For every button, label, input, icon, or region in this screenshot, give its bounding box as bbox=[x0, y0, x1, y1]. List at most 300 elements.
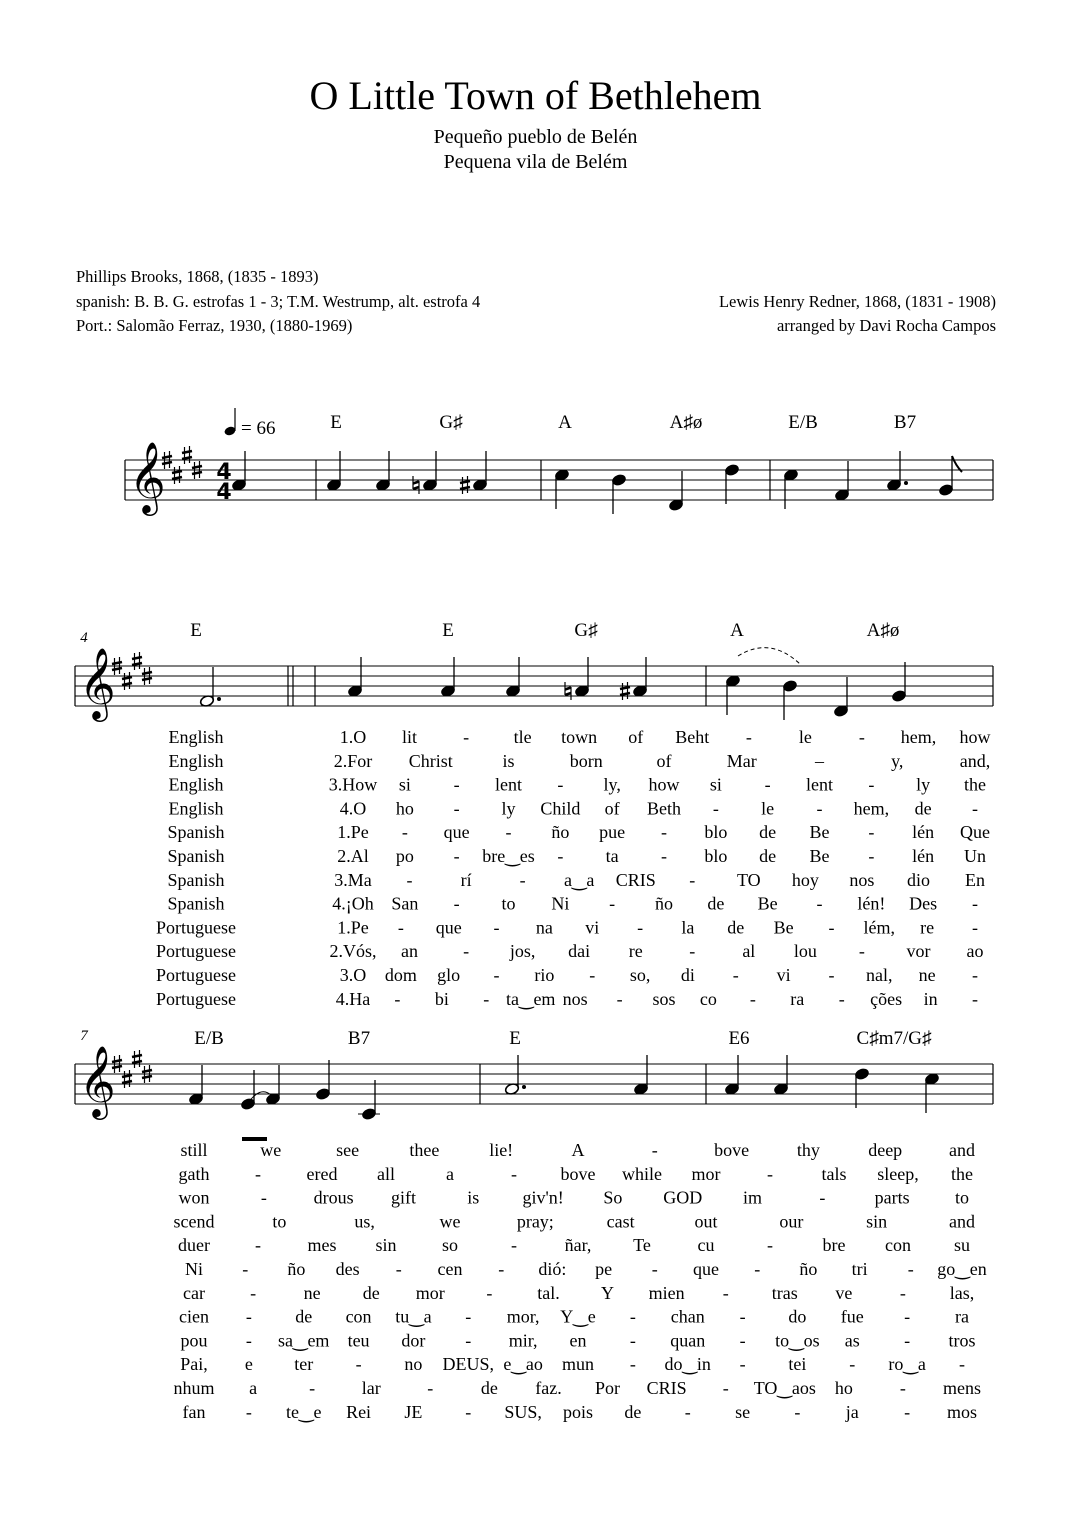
lyric-syllable: ro‿a bbox=[888, 1354, 926, 1375]
lyric-syllable: 4.O bbox=[339, 798, 367, 819]
lyric-syllable: - bbox=[242, 1259, 249, 1279]
time-signature-numerator: 4 bbox=[216, 460, 232, 485]
note bbox=[620, 657, 648, 700]
lyric-syllable: to bbox=[272, 1211, 287, 1232]
lyric-syllable: - bbox=[465, 1330, 472, 1351]
note bbox=[315, 1060, 330, 1101]
lyric-syllable: we bbox=[439, 1211, 461, 1232]
lyric-syllable: - bbox=[816, 798, 823, 819]
lyric-syllable: Te bbox=[633, 1235, 651, 1256]
note bbox=[773, 1055, 788, 1096]
note bbox=[833, 677, 848, 718]
lyric-language-label: English bbox=[168, 750, 224, 771]
lyric-syllable: - bbox=[904, 1330, 911, 1351]
lyric-syllable: lou bbox=[793, 941, 817, 962]
lyric-syllable: vor bbox=[906, 941, 931, 962]
lyric-syllable: to bbox=[501, 893, 516, 914]
lyric-syllable: lén! bbox=[857, 893, 886, 914]
lyric-syllable: cu bbox=[697, 1235, 715, 1256]
lyric-syllable: nal, bbox=[866, 965, 893, 985]
lyric-syllable: 4.Ha bbox=[335, 988, 371, 1009]
lyric-syllable: - bbox=[816, 893, 823, 914]
lyric-syllable: how bbox=[648, 774, 680, 795]
lyric-syllable: Por bbox=[595, 1378, 621, 1398]
lyric-syllable: deep bbox=[868, 1140, 903, 1160]
chord-symbol: E6 bbox=[728, 1028, 750, 1049]
treble-clef-icon: 𝄞 bbox=[79, 1044, 116, 1117]
lyric-syllable: Des bbox=[909, 893, 938, 914]
tempo-value: = 66 bbox=[241, 418, 276, 439]
lyric-syllable: - bbox=[858, 727, 865, 747]
lyric-syllable: so, bbox=[629, 965, 651, 985]
note bbox=[834, 461, 849, 502]
lyric-syllable: con bbox=[885, 1235, 911, 1256]
natural-icon bbox=[565, 682, 571, 700]
lyric-syllable: mens bbox=[943, 1378, 981, 1398]
lyric-syllable: su bbox=[953, 1235, 971, 1256]
key-signature-sharp-icon bbox=[132, 1050, 142, 1068]
lyric-syllable: Y‿e bbox=[560, 1306, 596, 1327]
lyric-syllable: Ni bbox=[551, 893, 570, 914]
lyric-syllable: lie! bbox=[489, 1140, 514, 1160]
lyricist-credit: Phillips Brooks, 1868, (1835 - 1893) bbox=[76, 267, 319, 286]
note bbox=[782, 679, 797, 720]
lyric-syllable: of bbox=[628, 727, 644, 747]
lyric-syllable: 2.Al bbox=[337, 846, 369, 866]
lyric-syllable: - bbox=[739, 1330, 746, 1351]
note bbox=[611, 473, 626, 514]
lyric-syllable: of bbox=[656, 750, 672, 771]
lyric-syllable: ly bbox=[916, 774, 931, 795]
lyric-syllable: in bbox=[923, 988, 938, 1009]
lyric-syllable: - bbox=[689, 941, 696, 962]
note bbox=[504, 1055, 526, 1096]
lyric-syllable: de bbox=[759, 822, 777, 843]
lyric-syllable: out bbox=[694, 1211, 718, 1232]
note bbox=[554, 468, 569, 509]
lyric-syllable: En bbox=[965, 869, 985, 890]
lyric-syllable: - bbox=[486, 1282, 493, 1303]
lyric-syllable: que bbox=[443, 822, 470, 843]
lyric-syllable: - bbox=[245, 1401, 252, 1422]
lyric-syllable: ho bbox=[395, 798, 414, 819]
lyric-syllable: duer bbox=[178, 1235, 210, 1256]
lyric-syllable: - bbox=[401, 822, 408, 843]
lyric-syllable: faz. bbox=[535, 1378, 562, 1398]
subtitle-spanish: Pequeño pueblo de Belén bbox=[433, 126, 638, 148]
lyric-syllable: mor, bbox=[506, 1306, 540, 1327]
lyric-syllable: ered bbox=[306, 1163, 338, 1184]
chord-symbol: A♯ø bbox=[669, 412, 703, 433]
note bbox=[188, 1065, 203, 1106]
lyric-syllable: pray; bbox=[516, 1211, 554, 1232]
lyric-syllable: - bbox=[245, 1330, 252, 1351]
lyric-syllable: - bbox=[637, 917, 644, 938]
lyric-syllable: Beht bbox=[675, 727, 710, 747]
lyric-syllable: Rei bbox=[346, 1401, 372, 1422]
lyric-syllable: mos bbox=[946, 1401, 978, 1422]
lyric-syllable: - bbox=[907, 1259, 914, 1279]
lyric-syllable: - bbox=[616, 988, 623, 1009]
lyric-syllable: - bbox=[868, 774, 875, 795]
lyric-language-label: Spanish bbox=[167, 869, 225, 890]
lyric-syllable: - bbox=[629, 1354, 636, 1375]
lyric-syllable: won bbox=[178, 1187, 210, 1208]
lyric-syllable: our bbox=[779, 1211, 804, 1232]
chord-symbol: C♯m7/G♯ bbox=[856, 1028, 932, 1049]
lyric-syllable: nos bbox=[849, 869, 875, 890]
lyric-syllable: - bbox=[453, 774, 460, 795]
spanish-translation-credit: spanish: B. B. G. estrofas 1 - 3; T.M. Westrump, alt. estrofa 4 bbox=[76, 292, 481, 311]
lyric-syllable: Mar bbox=[726, 750, 757, 771]
chord-symbol: E bbox=[509, 1028, 521, 1049]
lyric-syllable: and bbox=[949, 1211, 975, 1232]
lyric-syllable: Be bbox=[809, 846, 830, 866]
lyric-syllable: tu‿a bbox=[395, 1306, 432, 1327]
lyric-syllable: - bbox=[972, 893, 978, 914]
lyric-syllable: sin bbox=[375, 1235, 397, 1256]
lyric-syllable: 2.Vós, bbox=[329, 941, 377, 962]
lyric-syllable: ve bbox=[835, 1282, 853, 1303]
chord-symbol: B7 bbox=[893, 412, 917, 433]
lyric-syllable: nhum bbox=[173, 1378, 215, 1398]
lyric-syllable: sos bbox=[652, 988, 676, 1009]
lyric-syllable: quan bbox=[670, 1330, 706, 1351]
lyric-syllable: So bbox=[603, 1187, 623, 1208]
lyric-syllable: - bbox=[868, 846, 875, 866]
measure-number: 7 bbox=[80, 1028, 88, 1044]
lyric-syllable: se bbox=[735, 1401, 751, 1422]
lyric-syllable: - bbox=[395, 1259, 402, 1279]
lyric-syllable: ra bbox=[790, 988, 805, 1009]
lyric-syllable: how bbox=[959, 727, 991, 747]
lyric-syllable: 3.O bbox=[339, 965, 367, 985]
lyric-syllable: - bbox=[260, 1187, 267, 1208]
lyric-syllable: - bbox=[589, 965, 596, 985]
lyric-syllable: mor bbox=[415, 1282, 445, 1303]
lyric-syllable: - bbox=[858, 941, 865, 962]
lyric-syllable: ño bbox=[287, 1259, 306, 1279]
lyric-syllable: dom bbox=[384, 965, 417, 985]
lyric-syllable: - bbox=[828, 965, 835, 985]
lyric-syllable: Be bbox=[757, 893, 778, 914]
measure-number: 4 bbox=[80, 630, 88, 646]
lyric-syllable: to bbox=[954, 1187, 970, 1208]
lyric-syllable: parts bbox=[874, 1187, 910, 1208]
dot bbox=[217, 697, 221, 701]
lyric-syllable: blo bbox=[704, 822, 728, 843]
note bbox=[783, 468, 798, 509]
lyric-syllable: - bbox=[722, 1378, 729, 1398]
natural-icon bbox=[413, 476, 419, 494]
lyric-syllable: hem, bbox=[900, 727, 937, 747]
chord-symbol: G♯ bbox=[439, 412, 463, 433]
lyric-syllable: - bbox=[493, 965, 500, 985]
lyric-syllable: while bbox=[622, 1163, 662, 1184]
lyric-syllable: - bbox=[498, 1259, 505, 1279]
lyric-syllable: bi bbox=[434, 988, 449, 1009]
lyric-syllable: - bbox=[739, 1354, 746, 1375]
lyric-syllable: - bbox=[661, 822, 667, 843]
lyric-syllable: vi bbox=[585, 917, 600, 938]
lyric-syllable: sleep, bbox=[877, 1163, 919, 1184]
lyric-syllable: car bbox=[183, 1282, 205, 1303]
lyric-syllable: do‿in bbox=[664, 1354, 711, 1375]
lyric-syllable: lén bbox=[912, 822, 935, 843]
note bbox=[724, 1055, 739, 1096]
lyric-syllable: SUS, bbox=[504, 1401, 542, 1422]
lyric-syllable: de bbox=[480, 1378, 498, 1398]
lyric-syllable: go‿en bbox=[937, 1259, 987, 1279]
lyric-syllable: cien bbox=[179, 1306, 209, 1327]
lyric-syllable: - bbox=[309, 1378, 316, 1398]
lyric-syllable: us, bbox=[354, 1211, 375, 1232]
lyric-syllable: blo bbox=[704, 846, 728, 866]
lyric-syllable: mun bbox=[561, 1354, 595, 1375]
lyric-syllable: de bbox=[707, 893, 725, 914]
lyric-syllable: - bbox=[629, 1330, 636, 1351]
lyric-syllable: glo bbox=[437, 965, 461, 985]
lyric-syllable: 2.For bbox=[333, 750, 373, 771]
lyric-syllable: - bbox=[557, 774, 564, 795]
lyric-syllable: ao bbox=[966, 941, 984, 962]
note bbox=[240, 1070, 255, 1111]
note bbox=[440, 657, 455, 698]
lyric-syllable: - bbox=[463, 727, 470, 747]
portuguese-translation-credit: Port.: Salomão Ferraz, 1930, (1880-1969) bbox=[76, 316, 353, 335]
lyric-syllable: an bbox=[401, 941, 419, 962]
lyric-syllable: - bbox=[722, 1282, 729, 1303]
lyric-language-label: English bbox=[168, 774, 224, 795]
lyric-syllable: - bbox=[899, 1282, 906, 1303]
lyric-syllable: le bbox=[798, 727, 812, 747]
lyric-language-label: Portuguese bbox=[156, 941, 236, 962]
lyric-syllable: - bbox=[250, 1282, 257, 1303]
lyric-syllable: ta bbox=[605, 846, 619, 866]
lyric-syllable: cast bbox=[606, 1211, 635, 1232]
lyric-syllable: - bbox=[745, 727, 752, 747]
lyric-syllable: do bbox=[788, 1306, 807, 1327]
lyric-syllable: tros bbox=[948, 1330, 976, 1351]
lyric-syllable: - bbox=[712, 798, 719, 819]
lyric-syllable: - bbox=[505, 822, 512, 843]
lyric-syllable: a‿a bbox=[563, 869, 595, 890]
lyric-syllable: vi bbox=[776, 965, 791, 985]
note bbox=[725, 674, 740, 715]
note bbox=[505, 657, 520, 698]
lyric-syllable: mir, bbox=[508, 1330, 538, 1351]
chord-symbol: B7 bbox=[347, 1028, 371, 1049]
lyric-syllable: sin bbox=[866, 1211, 888, 1232]
lyric-syllable: de bbox=[914, 798, 932, 819]
lyric-syllable: town bbox=[561, 727, 598, 747]
note bbox=[854, 1067, 869, 1108]
lyric-syllable: - bbox=[465, 1306, 472, 1327]
treble-clef-icon: 𝄞 bbox=[129, 440, 166, 513]
chord-symbol: A bbox=[730, 620, 744, 641]
lyric-syllable: cen bbox=[437, 1259, 463, 1279]
lyric-syllable: - bbox=[849, 1354, 856, 1375]
key-signature-sharp-icon bbox=[122, 1070, 132, 1088]
lyric-syllable: - bbox=[255, 1235, 261, 1256]
lyric-syllable: ções bbox=[870, 988, 903, 1009]
chord-symbol: A bbox=[558, 412, 572, 433]
lyric-syllable: 1.Pe bbox=[337, 917, 369, 938]
lyric-syllable: all bbox=[377, 1163, 395, 1184]
lyric-syllable: en bbox=[569, 1330, 587, 1351]
lyric-syllable: 1.Pe bbox=[337, 822, 369, 843]
lyric-syllable: - bbox=[689, 869, 696, 890]
lyric-syllable: San bbox=[391, 893, 419, 914]
lyric-syllable: - bbox=[684, 1401, 691, 1422]
lyric-syllable: gath bbox=[178, 1163, 210, 1184]
lyric-syllable: - bbox=[651, 1259, 658, 1279]
lyric-syllable: we bbox=[260, 1140, 282, 1160]
lyric-syllable: - bbox=[483, 988, 490, 1009]
lyric-syllable: mes bbox=[307, 1235, 337, 1256]
lyric-language-label: English bbox=[168, 727, 224, 747]
lyric-syllable: - bbox=[959, 1354, 965, 1375]
subtitle-portuguese: Pequena vila de Belém bbox=[443, 151, 628, 173]
lyric-syllable: the bbox=[951, 1163, 973, 1184]
lyric-language-label: Spanish bbox=[167, 846, 225, 866]
lyric-syllable: re bbox=[920, 917, 935, 938]
lyric-syllable: jos, bbox=[509, 941, 536, 962]
note bbox=[886, 451, 908, 492]
note bbox=[668, 471, 683, 512]
key-signature-sharp-icon bbox=[182, 446, 192, 464]
lyric-syllable: fan bbox=[182, 1401, 206, 1422]
lyric-syllable: ly bbox=[501, 798, 516, 819]
lyric-syllable: - bbox=[749, 988, 756, 1009]
note bbox=[724, 463, 739, 504]
lyric-syllable: to‿os bbox=[775, 1330, 820, 1351]
lyric-syllable: bre‿es bbox=[482, 846, 535, 866]
lyric-syllable: - bbox=[904, 1306, 911, 1327]
lyric-syllable: de bbox=[624, 1401, 642, 1422]
lyric-syllable: mien bbox=[648, 1282, 685, 1303]
lyric-syllable: ho bbox=[834, 1378, 853, 1398]
sharp-icon bbox=[620, 682, 630, 700]
lyric-syllable: so bbox=[441, 1235, 459, 1256]
lyric-syllable: rio bbox=[534, 965, 555, 985]
lyric-syllable: - bbox=[465, 1401, 472, 1422]
lyric-syllable: tal. bbox=[537, 1282, 560, 1303]
lyric-syllable: ño bbox=[551, 822, 570, 843]
lyric-syllable: 4.¡Oh bbox=[332, 893, 374, 914]
lyric-syllable: - bbox=[838, 988, 845, 1009]
lyric-syllable: is bbox=[502, 750, 515, 771]
treble-clef-icon: 𝄞 bbox=[79, 646, 116, 719]
lyric-syllable: bove bbox=[560, 1163, 596, 1184]
lyric-syllable: al bbox=[742, 941, 756, 962]
lyric-syllable: CRIS bbox=[646, 1378, 687, 1398]
lyric-syllable: no bbox=[404, 1354, 423, 1375]
lyric-syllable: - bbox=[511, 1235, 517, 1256]
lyric-syllable: Child bbox=[540, 798, 581, 819]
lyric-language-label: Spanish bbox=[167, 893, 225, 914]
lyric-syllable: y, bbox=[891, 750, 904, 771]
lyric-syllable: dor bbox=[401, 1330, 426, 1351]
lyric-syllable: - bbox=[427, 1378, 434, 1398]
lyric-syllable: - bbox=[557, 846, 564, 866]
lyric-syllable: teu bbox=[347, 1330, 370, 1351]
lyric-syllable: drous bbox=[313, 1187, 354, 1208]
lyric-syllable: - bbox=[868, 822, 875, 843]
lyric-language-label: English bbox=[168, 798, 224, 819]
lyric-syllable: A bbox=[571, 1140, 585, 1160]
lyric-syllable: thee bbox=[409, 1140, 440, 1160]
note bbox=[326, 451, 341, 492]
note bbox=[924, 1072, 939, 1113]
lyric-syllable: Ni bbox=[185, 1259, 203, 1279]
lyric-syllable: mor bbox=[691, 1163, 721, 1184]
lyric-syllable: des bbox=[335, 1259, 360, 1279]
lyric-syllable: TO bbox=[736, 869, 761, 890]
lyric-syllable: im bbox=[743, 1187, 763, 1208]
lyric-syllable: - bbox=[651, 1140, 658, 1160]
lyric-syllable: - bbox=[732, 965, 739, 985]
lyric-syllable: tras bbox=[771, 1282, 798, 1303]
lyric-syllable: bove bbox=[714, 1140, 750, 1160]
lyric-syllable: ra bbox=[955, 1306, 969, 1327]
lyric-syllable: ne bbox=[303, 1282, 321, 1303]
lyric-syllable: re bbox=[628, 941, 643, 962]
lyric-syllable: dio bbox=[906, 869, 930, 890]
lyric-syllable: - bbox=[453, 846, 460, 866]
lyric-syllable: - bbox=[972, 798, 978, 819]
lyric-syllable: – bbox=[815, 750, 824, 771]
lyric-syllable: Un bbox=[964, 846, 986, 866]
lyric-syllable: of bbox=[604, 798, 620, 819]
sharp-icon bbox=[460, 476, 470, 494]
lyric-syllable: rí bbox=[460, 869, 472, 890]
lyric-language-label: Portuguese bbox=[156, 917, 236, 938]
lyric-syllable: a bbox=[249, 1378, 258, 1398]
lyric-syllable: pois bbox=[562, 1401, 594, 1422]
lyric-syllable: 3.How bbox=[328, 774, 378, 795]
lyric-syllable: chan bbox=[670, 1306, 705, 1327]
lyric-syllable: Be bbox=[773, 917, 794, 938]
lyric-syllable: - bbox=[754, 1259, 761, 1279]
lyric-syllable: - bbox=[739, 1306, 746, 1327]
lyric-syllable: - bbox=[661, 846, 667, 866]
lyric-syllable: - bbox=[493, 917, 500, 938]
lyric-syllable: Pai, bbox=[180, 1354, 208, 1375]
note bbox=[375, 451, 390, 492]
lyric-syllable: que bbox=[435, 917, 462, 938]
lyric-syllable: - bbox=[972, 965, 978, 985]
lyric-syllable: Christ bbox=[408, 750, 453, 771]
tempo-marking bbox=[223, 408, 275, 439]
lyric-syllable: ter bbox=[294, 1354, 314, 1375]
key-signature-sharp-icon bbox=[172, 466, 182, 484]
lyric-syllable: Be bbox=[809, 822, 830, 843]
lyric-syllable: ta‿em bbox=[505, 988, 556, 1009]
lyric-syllable: ne bbox=[918, 965, 936, 985]
note bbox=[358, 1080, 380, 1121]
lyric-syllable: te‿e bbox=[285, 1401, 322, 1422]
lyric-syllable: - bbox=[453, 893, 460, 914]
lyric-syllable: - bbox=[245, 1306, 252, 1327]
lyric-syllable: de bbox=[295, 1306, 313, 1327]
lyric-syllable: pe bbox=[595, 1259, 613, 1279]
lyric-syllable: dai bbox=[568, 941, 591, 962]
lyric-syllable: sa‿em bbox=[277, 1330, 330, 1351]
lyric-syllable: na bbox=[535, 917, 553, 938]
lyric-syllable: dió: bbox=[538, 1259, 567, 1279]
lyric-syllable: TO‿aos bbox=[753, 1378, 816, 1398]
